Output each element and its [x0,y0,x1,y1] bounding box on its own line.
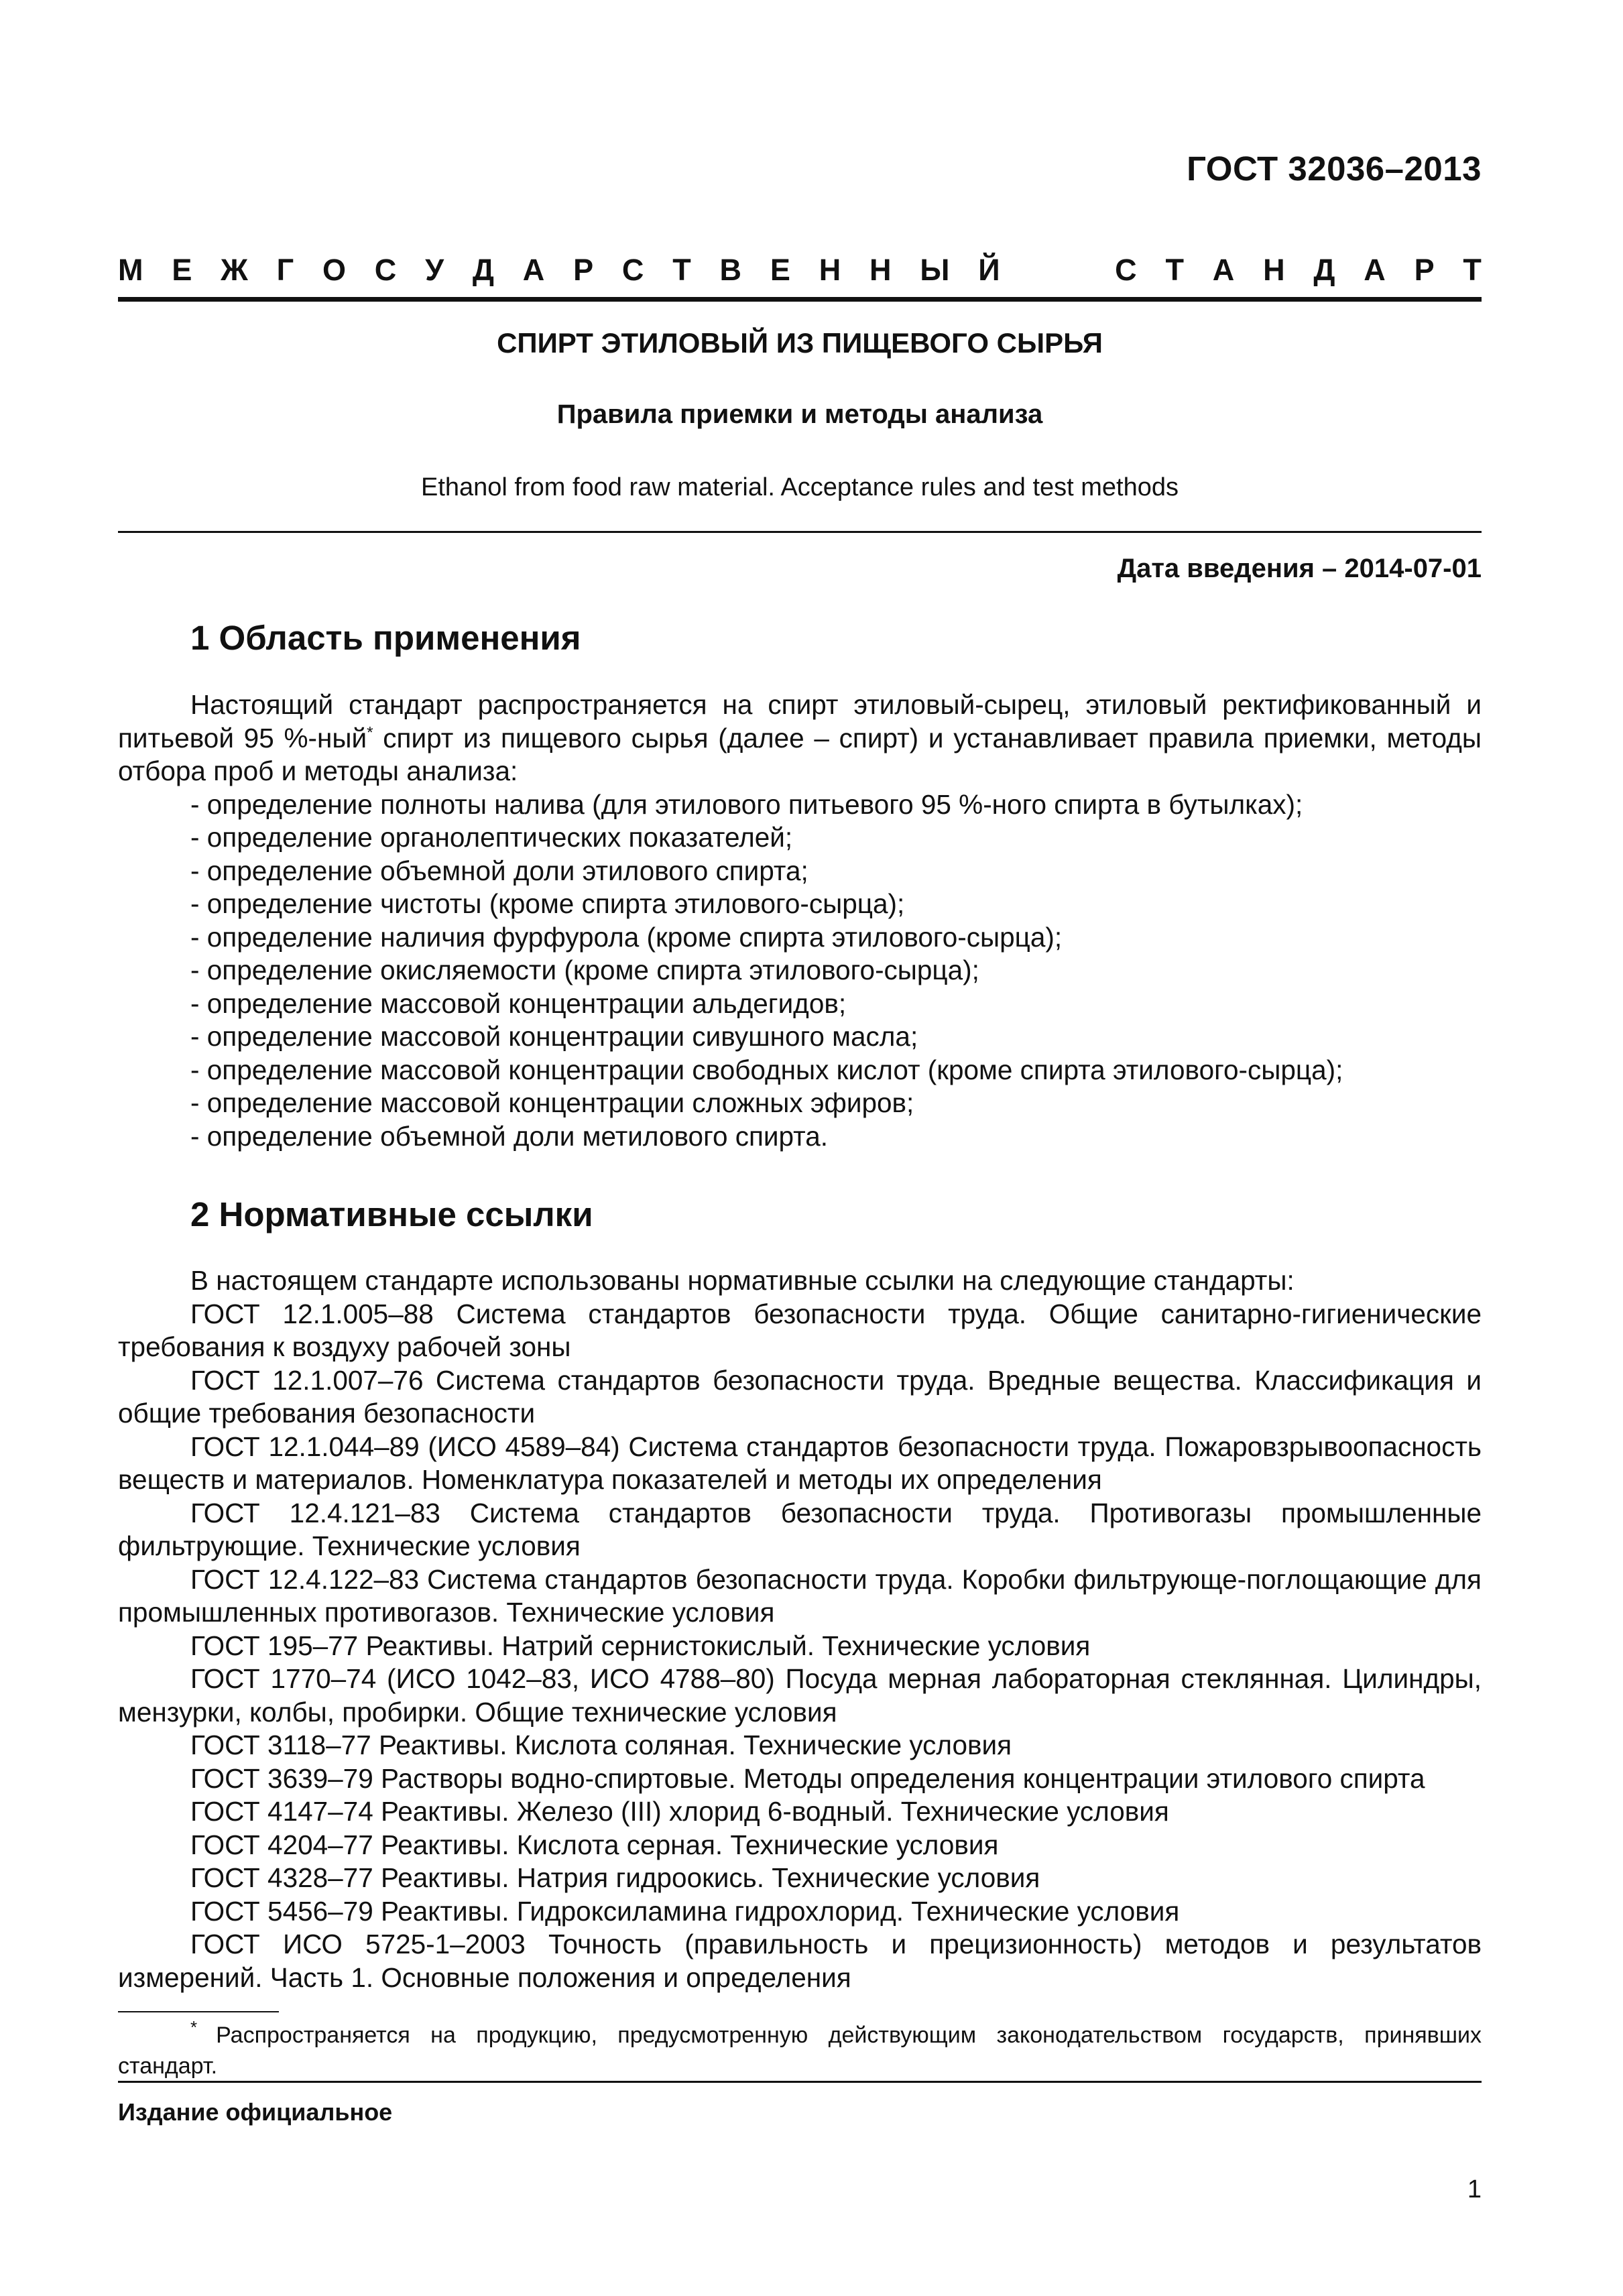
reference-item: ГОСТ 12.1.005–88 Система стандартов безопасности труда. Общие санитарно-гигиенические требования к воздуху рабочей зоны [118,1298,1482,1362]
list-item: - определение массовой концентрации свободных кислот (кроме спирта этилового-сырца); [190,1054,1343,1085]
banner-letter: Е [172,253,192,287]
banner-letter: Н [869,253,892,287]
list-item: - определение массовой концентрации альдегидов; [190,987,847,1019]
reference-item: ГОСТ 4204–77 Реактивы. Кислота серная. Технические условия [190,1829,999,1860]
banner-letter: А [1212,253,1235,287]
banner-letter: Д [1313,253,1335,287]
reference-item: ГОСТ 3118–77 Реактивы. Кислота соляная. Технические условия [190,1730,1012,1760]
banner-letter: С [621,253,644,287]
list-item: - определение чистоты (кроме спирта этилового-сырца); [190,888,905,919]
reference-item: ГОСТ 4147–74 Реактивы. Железо (III) хлорид 6-водный. Технические условия [190,1796,1169,1827]
banner-letter: У [425,253,444,287]
footnote-mark: * [190,2017,198,2037]
banner-letter: Ж [221,253,248,287]
footnote-reference: * [367,723,373,741]
section-1-heading: 1 Область применения [190,619,581,657]
reference-item: ГОСТ 5456–79 Реактивы. Гидроксиламина гидрохлорид. Технические условия [190,1895,1180,1927]
section-1-body [118,688,1482,1153]
document-code: ГОСТ 32036–2013 [1187,149,1482,188]
reference-item: ГОСТ 12.4.121–83 Система стандартов безопасности труда. Противогазы промышленные фильтрующие. Технические условия [118,1497,1482,1561]
banner-letter: Т [1165,253,1184,287]
banner-letter: Т [672,253,691,287]
reference-item: ГОСТ ИСО 5725-1–2003 Точность (правильность и прецизионность) методов и результатов измерений. Часть 1. Основные положения и определения [118,1929,1482,1993]
list-item: - определение окисляемости (кроме спирта этилового-сырца); [190,955,979,985]
banner-letter: М [118,253,143,287]
header-divider-thin [118,531,1482,533]
banner-letter: Т [1463,253,1482,287]
reference-item: ГОСТ 12.4.122–83 Система стандартов безопасности труда. Коробки фильтрующе-поглощающие для промышленных противогазов. Технические условия [118,1563,1482,1628]
footnote-text: Распространяется на продукцию, предусмотренную действующим законодательством государств, принявших стандарт. [118,2022,1482,2079]
banner-letter: Г [276,253,294,287]
banner-letter: Н [1263,253,1285,287]
header-divider-thick [118,297,1482,302]
reference-item: ГОСТ 12.1.007–76 Система стандартов безопасности труда. Вредные вещества. Классификация и общие требования безопасности [118,1364,1482,1429]
section-2-body [118,1264,1482,1994]
banner-letter: Д [472,253,494,287]
banner-letter: Р [573,253,594,287]
footer-divider [118,2081,1482,2083]
banner-letter: Й [978,253,1000,287]
footnote-divider [118,2011,279,2012]
document-subtitle: Правила приемки и методы анализа [556,400,1043,429]
banner-letter: Ы [920,253,950,287]
interstate-standard-banner [118,253,1482,288]
paragraph-text-continued: спирт из пищевого сырья (далее – спирт) и устанавливает правила приемки, методы отбора проб и методы анализа: [118,722,1482,786]
banner-letter: С [374,253,397,287]
scope-list [118,788,1482,1154]
reference-item: ГОСТ 12.1.044–89 (ИСО 4589–84) Система стандартов безопасности труда. Пожаровзрывоопасность веществ и материалов. Номенклатура показателей и методы их определения [118,1431,1482,1495]
list-item: - определение массовой концентрации сложных эфиров; [190,1087,914,1118]
banner-letter: А [522,253,545,287]
paragraph-text: Настоящий стандарт распространяется на спирт этиловый-сырец, этиловый ректификованный и питьевой 95 %-ный [118,689,1482,753]
document-title: СПИРТ ЭТИЛОВЫЙ ИЗ ПИЩЕВОГО СЫРЬЯ [497,327,1103,359]
section-2-intro: В настоящем стандарте использованы нормативные ссылки на следующие стандарты: [190,1265,1295,1296]
list-item: - определение массовой концентрации сивушного масла; [190,1021,918,1052]
list-item: - определение органолептических показателей; [190,822,793,853]
list-item: - определение наличия фурфурола (кроме спирта этилового-сырца); [190,921,1063,953]
list-item: - определение объемной доли метилового спирта. [190,1120,829,1152]
reference-item: ГОСТ 4328–77 Реактивы. Натрия гидроокись. Технические условия [190,1862,1040,1893]
page-number: 1 [1467,2175,1482,2203]
english-title: Ethanol from food raw material. Acceptance rules and test methods [420,473,1179,501]
introduction-date: Дата введения – 2014-07-01 [1117,554,1482,583]
banner-letter: О [322,253,346,287]
banner-letter: Н [819,253,841,287]
list-item: - определение полноты налива (для этилового питьевого 95 %-ного спирта в бутылках); [190,788,1303,820]
section-1-paragraph [118,688,1482,788]
reference-item: ГОСТ 3639–79 Растворы водно-спиртовые. Методы определения концентрации этилового спирта [190,1762,1425,1794]
footnote [118,2017,1482,2081]
banner-letter: Е [770,253,790,287]
reference-item: ГОСТ 1770–74 (ИСО 1042–83, ИСО 4788–80) Посуда мерная лабораторная стеклянная. Цилиндры, мензурки, колбы, пробирки. Общие технические условия [118,1663,1482,1728]
official-edition-label: Издание официальное [118,2098,393,2126]
banner-letter: С [1115,253,1137,287]
banner-letter: В [719,253,742,287]
reference-item: ГОСТ 195–77 Реактивы. Натрий сернистокислый. Технические условия [190,1630,1091,1661]
banner-letter: Р [1414,253,1435,287]
banner-letter: А [1364,253,1386,287]
list-item: - определение объемной доли этилового спирта; [190,855,808,886]
section-2-heading: 2 Нормативные ссылки [190,1195,593,1233]
banner-word-gap [1028,253,1086,288]
